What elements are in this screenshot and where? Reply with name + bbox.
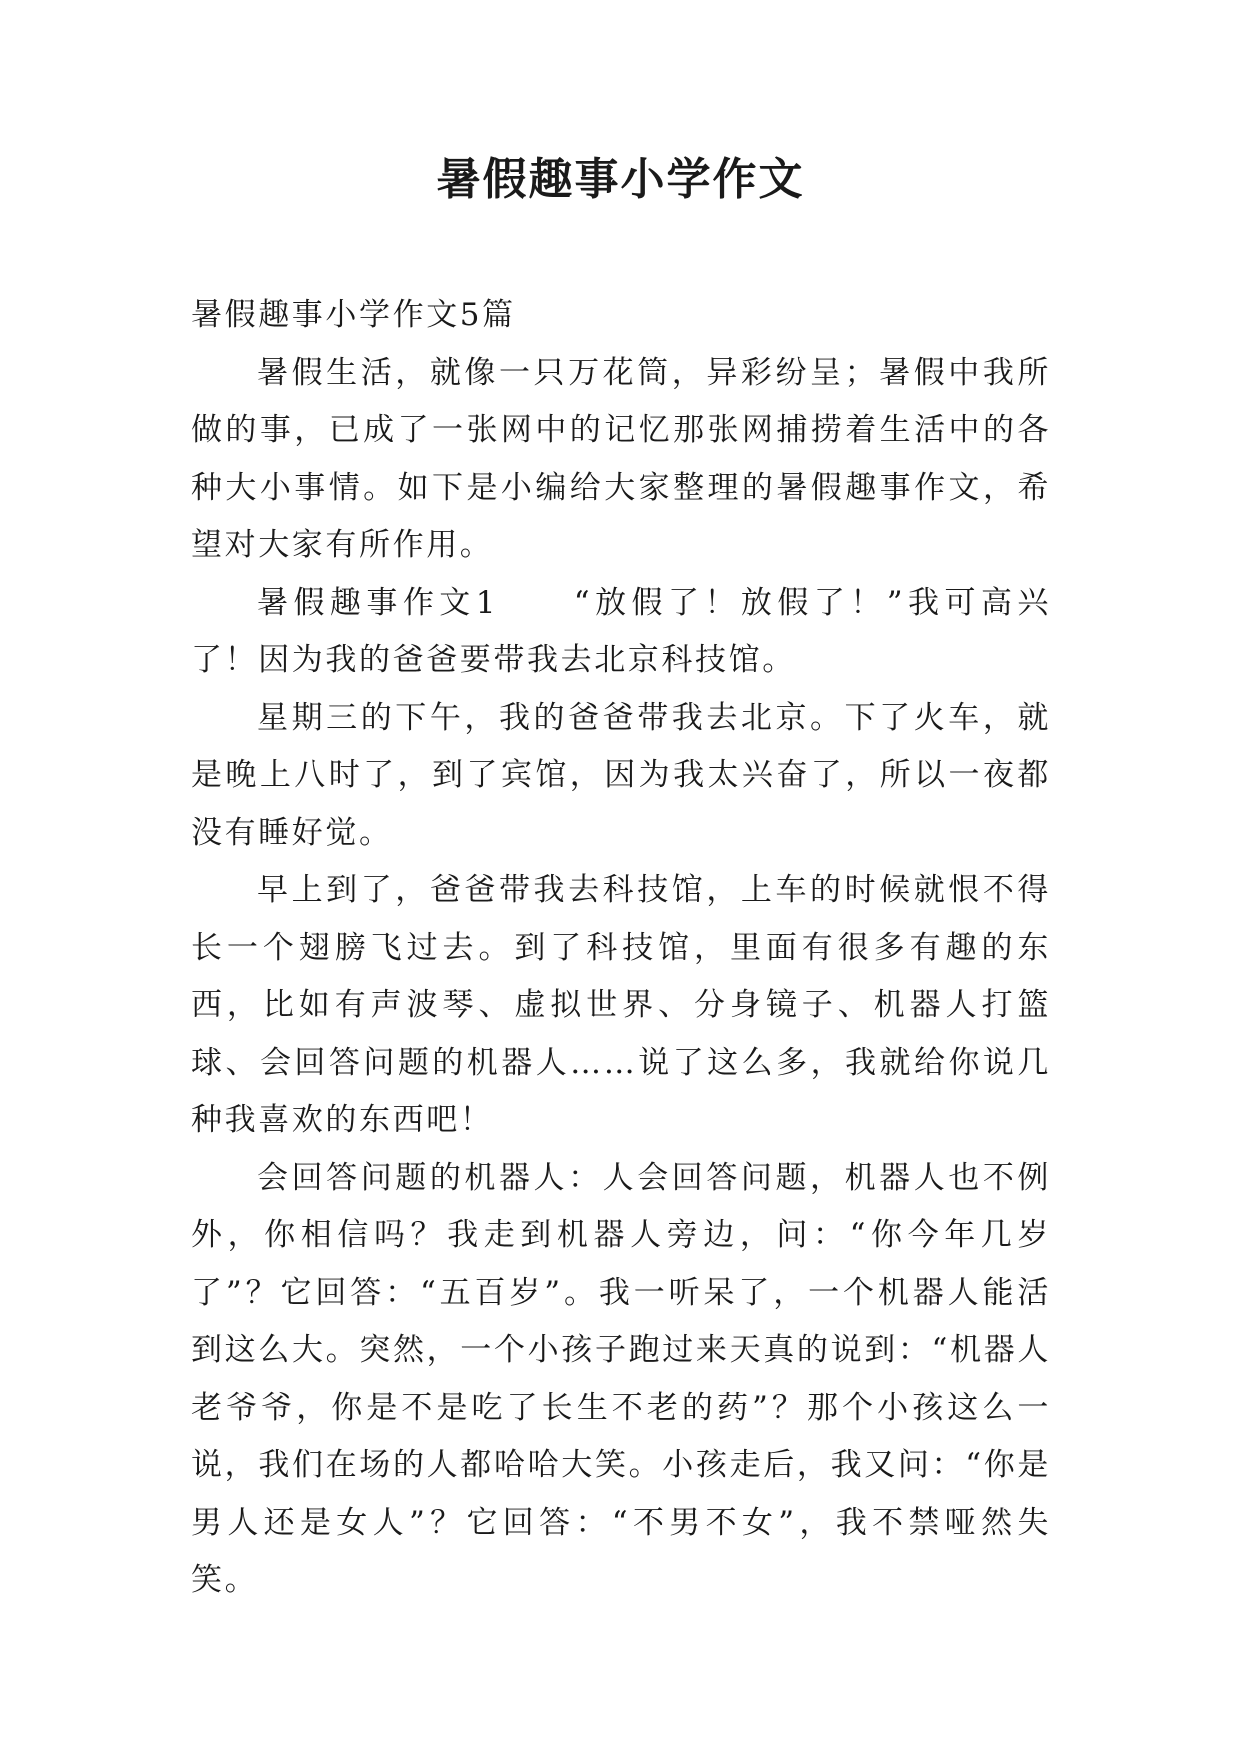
paragraph-essay-1-opening: 暑假趣事作文1 “放假了！放假了！”我可高兴了！因为我的爸爸要带我去北京科技馆。 [191,584,1051,678]
document-body [191,287,1051,1610]
paragraph-intro: 暑假生活，就像一只万花筒，异彩纷呈；暑假中我所做的事，已成了一张网中的记忆那张网捕捞着生活中的各种大小事情。如下是小编给大家整理的暑假趣事作文，希望对大家有所作用。 [191,354,1051,563]
paragraph-answering-robot: 会回答问题的机器人：人会回答问题，机器人也不例外，你相信吗？我走到机器人旁边，问：“你今年几岁了”？它回答：“五百岁”。我一听呆了，一个机器人能活到这么大。突然，一个小孩子跑过来天真的说到：“机器人老爷爷，你是不是吃了长生不老的药”？那个小孩这么一说，我们在场的人都哈哈大笑。小孩走后，我又问：“你是男人还是女人”？它回答：“不男不女”，我不禁哑然失笑。 [191,1159,1051,1598]
paragraph-science-museum: 早上到了，爸爸带我去科技馆，上车的时候就恨不得长一个翅膀飞过去。到了科技馆，里面有很多有趣的东西，比如有声波琴、虚拟世界、分身镜子、机器人打篮球、会回答问题的机器人……说了这么多，我就给你说几种我喜欢的东西吧！ [191,872,1051,1138]
page-title: 暑假趣事小学作文 [436,154,805,205]
document-subtitle: 暑假趣事小学作文5篇 [191,297,516,333]
paragraph-trip-to-beijing: 星期三的下午，我的爸爸带我去北京。下了火车，就是晚上八时了，到了宾馆，因为我太兴奋了，所以一夜都没有睡好觉。 [191,699,1051,851]
